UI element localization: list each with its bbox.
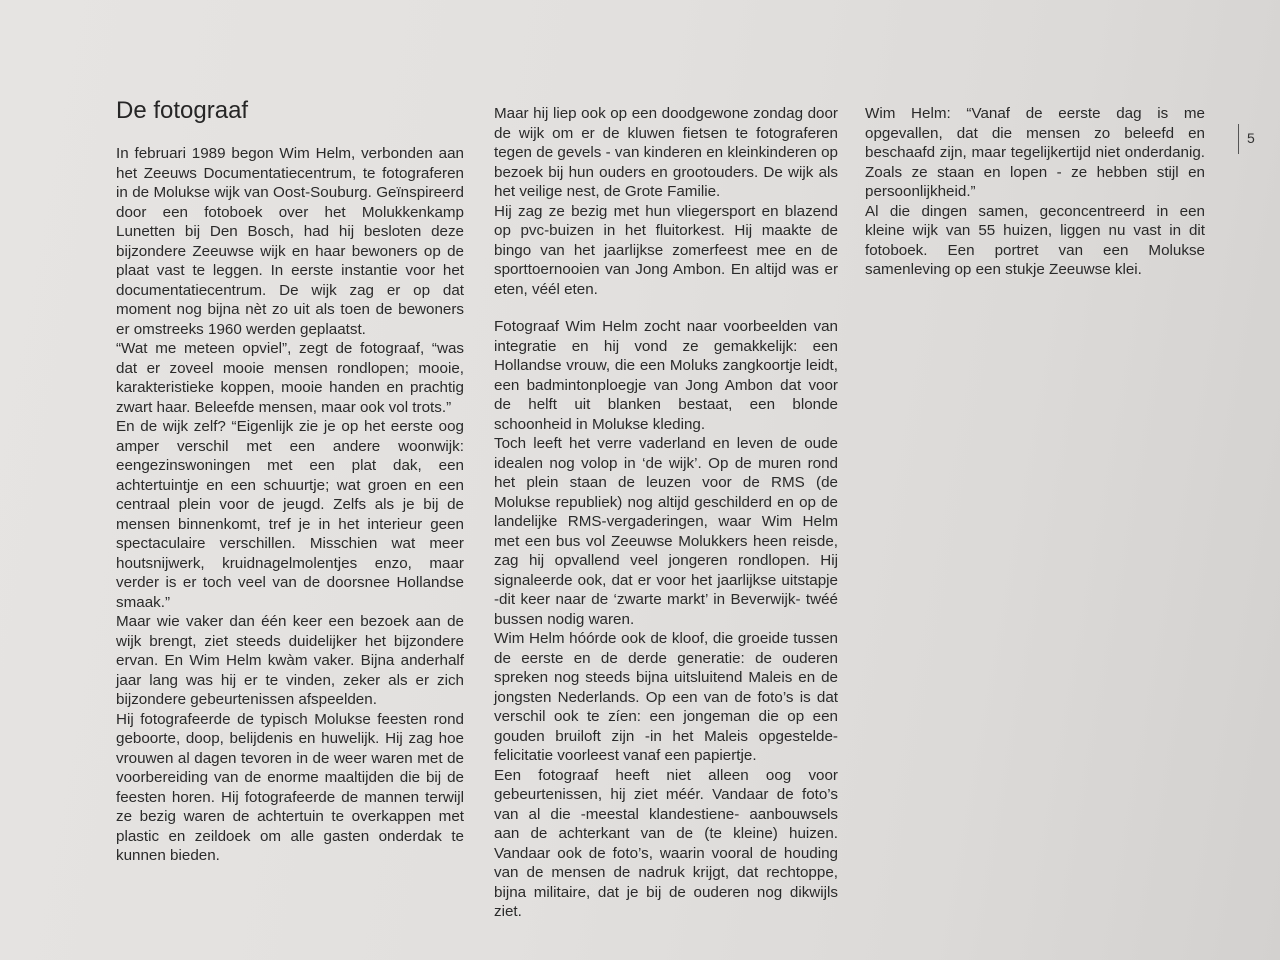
paragraph: “Wat me meteen opviel”, zegt de fotograaf, “was dat er zoveel mooie mensen rondlopen; mooie, karakteristieke koppen, mooie handen en prachtig zwart haar. Beleefde mensen, maar ook vol trots.” <box>116 340 464 416</box>
paragraph: Al die dingen samen, geconcentreerd in een kleine wijk van 55 huizen, liggen nu vast in dit fotoboek. Een portret van een Molukse samenleving op een stukje Zeeuwse klei. <box>865 202 1205 278</box>
column-3 <box>865 104 1205 280</box>
section-gap <box>494 299 838 317</box>
page-title: De fotograaf <box>116 97 249 124</box>
paragraph: Hij fotografeerde de typisch Molukse feesten rond geboorte, doop, belijdenis en huwelijk. Hij zag hoe vrouwen al dagen tevoren in de weer waren met de voorbereiding van de enorme maaltijden die bij de feesten horen. Hij fotografeerde de mannen terwijl ze bezig waren de achtertuin te overkappen met plastic en zeildoek om alle gasten onderdak te kunnen bieden. <box>116 710 464 864</box>
column-2 <box>494 104 838 922</box>
paragraph: Maar wie vaker dan één keer een bezoek aan de wijk brengt, ziet steeds duidelijker het bijzondere ervan. En Wim Helm kwàm vaker. Bijna anderhalf jaar lang was hij er te vinden, zeker als er zich bijzondere gebeurtenissen afspeelden. <box>116 613 464 708</box>
column-1 <box>116 96 464 866</box>
paragraph: Fotograaf Wim Helm zocht naar voorbeelden van integratie en hij vond ze gemakkelijk: een Hollandse vrouw, die een Moluks zangkoortje leidt, een badmintonploegje van Jong Ambon dat voor de helft uit blanken bestaat, een blonde schoonheid in Molukse kleding. <box>494 318 838 433</box>
paragraph: En de wijk zelf? “Eigenlijk zie je op het eerste oog amper verschil met een andere woonwijk: eengezinswoningen met een plat dak, een achtertuintje en een schuurtje; wat groen en een centraal plein voor de jeugd. Zelfs als je bij de mensen binnenkomt, tref je in het interieur geen spectaculaire verschillen. Misschien wat meer houtsnijwerk, kruidnagelmolentjes enzo, maar verder is er toch veel van de doorsnee Hollandse smaak.” <box>116 418 464 611</box>
paragraph: Toch leeft het verre vaderland en leven de oude idealen nog volop in ‘de wijk’. Op de muren rond het plein staan de leuzen voor de RMS (de Molukse republiek) nog altijd geschilderd en op de landelijke RMS-vergaderingen, waar Wim Helm met een bus vol Zeeuwse Molukkers heen reisde, zag hij opvallend veel jongeren rondlopen. Hij signaleerde ook, dat er voor het jaarlijkse uitstapje -dit keer naar de ‘zwarte markt’ in Beverwijk- twéé bussen nodig waren. <box>494 435 838 628</box>
page-number: 5 <box>1238 124 1255 154</box>
paragraph: Wim Helm: “Vanaf de eerste dag is me opgevallen, dat die mensen zo beleefd en beschaafd zijn, maar tegelijkertijd niet onderdanig. Zoals ze staan en lopen - ze hebben stijl en persoonlijkheid.” <box>865 105 1205 200</box>
paragraph: Een fotograaf heeft niet alleen oog voor gebeurtenissen, hij ziet méér. Vandaar de foto’s van al die -meestal klandestiene- aanbouwsels aan de achterkant van de (te kleine) huizen. Vandaar ook de foto’s, waarin vooral de houding van de mensen de nadruk krijgt, dat rechtoppe, bijna militaire, dat je bij de ouderen nog dikwijls ziet. <box>494 766 838 920</box>
paragraph: Wim Helm hóórde ook de kloof, die groeide tussen de eerste en de derde generatie: de ouderen spreken nog steeds bijna uitsluitend Maleis en de jongsten Nederlands. Op een van de foto’s is dat verschil ook te zíen: een jongeman die op een gouden bruiloft zijn -in het Maleis opgestelde- felicitatie voorleest vanaf een papiertje. <box>494 630 838 764</box>
paragraph: Hij zag ze bezig met hun vliegersport en blazend op pvc-buizen in het fluitorkest. Hij maakte de bingo van het jaarlijkse zomerfeest mee en de sporttoernooien van Jong Ambon. En altijd was er eten, véél eten. <box>494 202 838 298</box>
paragraph: In februari 1989 begon Wim Helm, verbonden aan het Zeeuws Documentatiecentrum, te fotograferen in de Molukse wijk van Oost-Souburg. Geïnspireerd door een fotoboek over het Molukkenkamp Lunetten bij Den Bosch, had hij besloten deze bijzondere Zeeuwse wijk en haar bewoners op de plaat vast te leggen. In eerste instantie voor het documentatiecentrum. De wijk zag er op dat moment nog bijna nèt zo uit als toen de bewoners er omstreeks 1960 werden geplaatst. <box>116 145 464 338</box>
paragraph: Maar hij liep ook op een doodgewone zondag door de wijk om er de kluwen fietsen te fotograferen tegen de gevels - van kinderen en kleinkinderen op bezoek bij hun ouders en grootouders. De wijk als het veilige nest, de Grote Familie. <box>494 105 838 200</box>
